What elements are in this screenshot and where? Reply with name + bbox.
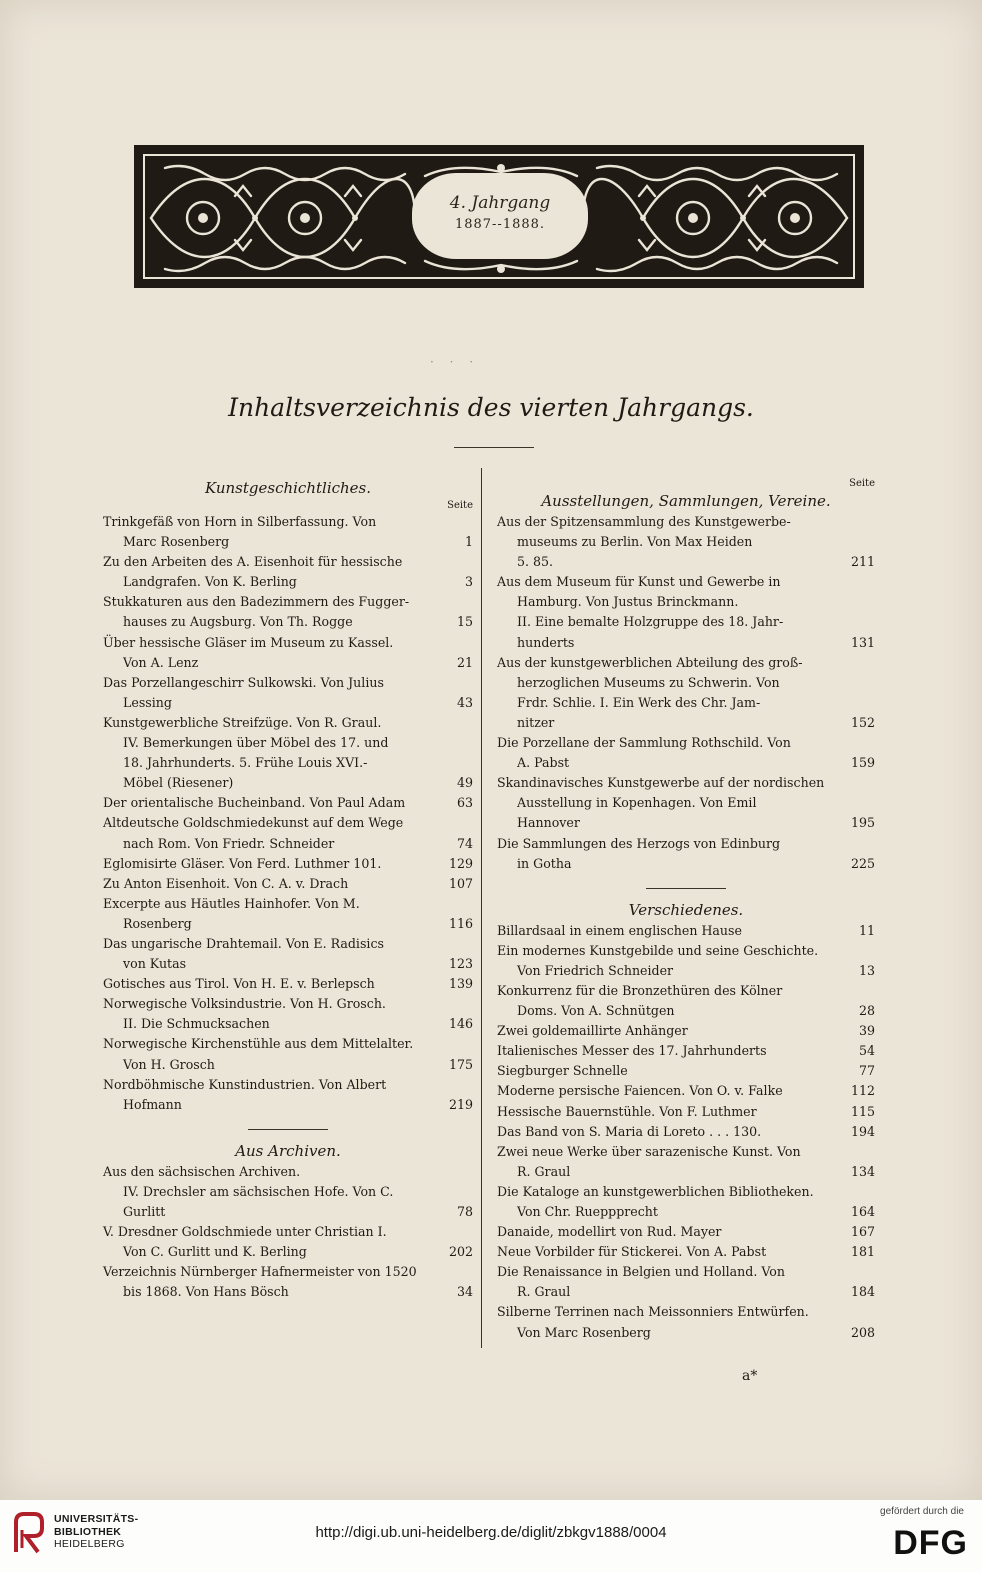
toc-entry-line: hunderts bbox=[517, 634, 575, 650]
toc-page-number: 194 bbox=[850, 1123, 875, 1139]
toc-entry-line: Hofmann bbox=[123, 1096, 182, 1112]
toc-page-number: 54 bbox=[858, 1043, 875, 1059]
toc-entry bbox=[497, 1061, 875, 1081]
toc-entry-line: Zwei goldemaillirte Anhänger bbox=[497, 1023, 688, 1039]
toc-entry-line: Lessing bbox=[123, 694, 172, 710]
toc-page-number: 13 bbox=[858, 962, 875, 978]
toc-page-number: 77 bbox=[858, 1063, 875, 1079]
toc-entry-line: Aus der Spitzensammlung des Kunstgewerbe- bbox=[497, 514, 791, 529]
toc-entry bbox=[497, 1262, 875, 1302]
toc-entry bbox=[497, 1122, 875, 1142]
toc-entry bbox=[497, 1302, 875, 1342]
toc-entry-line: Von Friedrich Schneider bbox=[517, 962, 674, 978]
toc-entry-line: Zwei neue Werke über sarazenische Kunst. Von bbox=[497, 1143, 801, 1159]
toc-entry-line: Ausstellung in Kopenhagen. Von Emil bbox=[517, 795, 757, 811]
toc-entry bbox=[497, 1142, 875, 1182]
page-title: Inhaltsverzeichnis des vierten Jahrgangs. bbox=[228, 393, 754, 422]
toc-entry-line: hauses zu Augsburg. Von Th. Rogge bbox=[123, 614, 353, 630]
toc-page-number: 195 bbox=[850, 815, 875, 831]
toc-entry bbox=[497, 1102, 875, 1122]
toc-page-number: 74 bbox=[456, 835, 473, 851]
toc-entry-line: Trinkgefäß von Horn in Silberfassung. Von bbox=[103, 514, 377, 529]
toc-entry-line: Möbel (Riesener) bbox=[123, 775, 234, 791]
institution-name: UNIVERSITÄTS- BIBLIOTHEK HEIDELBERG bbox=[54, 1513, 139, 1550]
toc-entry bbox=[103, 1262, 473, 1302]
toc-page-number: 181 bbox=[850, 1244, 875, 1260]
section-rule bbox=[646, 888, 726, 889]
toc-entry-line: Nordböhmische Kunstindustrien. Von Albert bbox=[103, 1076, 387, 1092]
toc-entry-line: Excerpte aus Häutles Hainhofer. Von M. bbox=[103, 895, 360, 911]
volume-label: 4. Jahrgang bbox=[449, 193, 551, 213]
toc-page-number: 11 bbox=[858, 922, 875, 938]
toc-entry bbox=[103, 592, 473, 632]
toc-entry bbox=[103, 974, 473, 994]
toc-entry-line: Von H. Grosch bbox=[123, 1056, 215, 1072]
toc-entry-line: Hamburg. Von Justus Brinckmann. bbox=[517, 594, 739, 610]
toc-entry-line: bis 1868. Von Hans Bösch bbox=[123, 1284, 289, 1300]
toc-entry-line: Gotisches aus Tirol. Von H. E. v. Berlepsch bbox=[103, 976, 375, 992]
toc-entry-line: Marc Rosenberg bbox=[123, 534, 230, 550]
toc-page-number: 175 bbox=[448, 1056, 473, 1072]
toc-entry-line: Moderne persische Faiencen. Von O. v. Falke bbox=[497, 1083, 783, 1099]
toc-entry bbox=[497, 941, 875, 981]
toc-entry-line: Rosenberg bbox=[123, 915, 192, 931]
toc-page-number: 184 bbox=[850, 1284, 875, 1300]
toc-page-number: 43 bbox=[456, 694, 473, 710]
toc-entry-line: Zu Anton Eisenhoit. Von C. A. v. Drach bbox=[103, 875, 349, 891]
toc-entry-line: Gurlitt bbox=[123, 1204, 166, 1219]
toc-entry bbox=[103, 673, 473, 713]
toc-entry bbox=[103, 874, 473, 894]
toc-entry-line: herzoglichen Museums zu Schwerin. Von bbox=[517, 674, 780, 690]
toc-entry bbox=[497, 981, 875, 1021]
toc-page-number: 129 bbox=[448, 855, 473, 871]
right-column bbox=[497, 477, 875, 1343]
toc-entry-line: 5. 85. bbox=[517, 554, 554, 570]
toc-page-number: 202 bbox=[448, 1244, 473, 1260]
toc-entry-line: Die Porzellane der Sammlung Rothschild. Von bbox=[497, 735, 791, 751]
toc-entry-line: Von C. Gurlitt und K. Berling bbox=[123, 1244, 307, 1260]
seite-label: Seite bbox=[447, 500, 473, 511]
toc-entry bbox=[497, 733, 875, 773]
toc-entry bbox=[497, 773, 875, 833]
toc-entry bbox=[103, 1075, 473, 1115]
toc-entry-line: Die Renaissance in Belgien und Holland. Von bbox=[497, 1264, 785, 1280]
left-column bbox=[103, 477, 473, 1302]
toc-entry-line: Konkurrenz für die Bronzethüren des Kölner bbox=[497, 982, 783, 998]
toc-entry-line: II. Eine bemalte Holzgruppe des 18. Jahr- bbox=[517, 614, 784, 630]
toc-entry-line: Aus der kunstgewerblichen Abteilung des groß- bbox=[497, 654, 803, 670]
toc-entry-line: IV. Drechsler am sächsischen Hofe. Von C. bbox=[123, 1183, 394, 1199]
toc-entry bbox=[497, 1041, 875, 1061]
toc-entry bbox=[497, 512, 875, 572]
toc-page-number: 39 bbox=[858, 1023, 875, 1039]
toc-entry-line: Frdr. Schlie. I. Ein Werk des Chr. Jam- bbox=[517, 694, 761, 710]
toc-page-number: 1 bbox=[464, 534, 473, 550]
toc-entry-line: Die Sammlungen des Herzogs von Edinburg bbox=[497, 835, 781, 851]
toc-entry-line: Die Kataloge an kunstgewerblichen Bibliotheken. bbox=[497, 1183, 814, 1199]
toc-entry-line: Silberne Terrinen nach Meissonniers Entwürfen. bbox=[497, 1304, 809, 1320]
section-heading: Verschiedenes. bbox=[628, 900, 744, 919]
toc-page-number: 115 bbox=[850, 1103, 875, 1119]
toc-page-number: 123 bbox=[448, 956, 473, 972]
toc-entry bbox=[103, 1034, 473, 1074]
toc-entry bbox=[103, 934, 473, 974]
toc-entry-line: Das ungarische Drahtemail. Von E. Radisics bbox=[103, 935, 384, 951]
toc-entry bbox=[103, 793, 473, 813]
toc-entry-line: Verzeichnis Nürnberger Hafnermeister von 1520 bbox=[103, 1264, 417, 1280]
volume-cartouche bbox=[412, 173, 588, 259]
seite-label: Seite bbox=[849, 478, 875, 489]
toc-page-number: 164 bbox=[850, 1204, 875, 1219]
toc-page-number: 107 bbox=[448, 875, 473, 891]
toc-entry-line: Norwegische Kirchenstühle aus dem Mittelalter. bbox=[103, 1036, 414, 1052]
dfg-logo: DFG bbox=[893, 1524, 968, 1562]
toc-page-number: 49 bbox=[456, 775, 473, 791]
toc-entry bbox=[497, 1182, 875, 1222]
toc-entry bbox=[103, 994, 473, 1034]
toc-entry-line: Stukkaturen aus den Badezimmern des Fugger- bbox=[103, 594, 410, 610]
toc-entry bbox=[497, 572, 875, 652]
toc-page-number: 225 bbox=[850, 855, 875, 871]
toc-entry-line: Hannover bbox=[517, 815, 580, 831]
toc-page-number: 78 bbox=[456, 1204, 473, 1219]
decorative-dots: · · · bbox=[430, 355, 480, 369]
toc-entry-line: Von A. Lenz bbox=[123, 654, 199, 670]
toc-entry-line: Von Marc Rosenberg bbox=[517, 1324, 651, 1340]
toc-page-number: 139 bbox=[448, 976, 473, 992]
toc-entry-line: Eglomisirte Gläser. Von Ferd. Luthmer 101. bbox=[103, 855, 382, 871]
toc-entry-line: in Gotha bbox=[517, 855, 572, 871]
toc-page-number: 159 bbox=[850, 755, 875, 771]
toc-entry bbox=[103, 1162, 473, 1222]
volume-years: 1887--1888. bbox=[454, 217, 546, 232]
toc-entry-line: nitzer bbox=[517, 714, 555, 730]
toc-entry-line: 18. Jahrhunderts. 5. Frühe Louis XVI.- bbox=[123, 755, 368, 771]
toc-entry bbox=[497, 921, 875, 941]
toc-page-number: 211 bbox=[850, 554, 875, 570]
toc-entry bbox=[103, 713, 473, 793]
toc-entry-line: Neue Vorbilder für Stickerei. Von A. Pabst bbox=[497, 1244, 767, 1260]
toc-page-number: 34 bbox=[456, 1284, 473, 1300]
section-heading: Ausstellungen, Sammlungen, Vereine. bbox=[541, 492, 831, 510]
toc-entry bbox=[103, 552, 473, 592]
toc-entry-line: Danaide, modellirt von Rud. Mayer bbox=[497, 1224, 722, 1240]
section-rule bbox=[248, 1129, 328, 1130]
toc-entry bbox=[103, 512, 473, 552]
toc-entry bbox=[103, 633, 473, 673]
source-url-link[interactable]: http://digi.ub.uni-heidelberg.de/diglit/zbkgv1888/0004 bbox=[315, 1524, 667, 1541]
toc-entry bbox=[497, 1081, 875, 1101]
toc-entry-line: Der orientalische Bucheinband. Von Paul Adam bbox=[103, 795, 406, 811]
toc-entry bbox=[497, 1222, 875, 1242]
toc-page-number: 152 bbox=[850, 714, 875, 730]
toc-entry-line: Altdeutsche Goldschmiedekunst auf dem Wege bbox=[103, 815, 404, 831]
section-heading: Kunstgeschichtliches. bbox=[204, 479, 372, 497]
toc-entry-line: R. Graul bbox=[517, 1284, 571, 1300]
toc-entry-line: Aus dem Museum für Kunst und Gewerbe in bbox=[497, 574, 781, 590]
toc-page-number: 134 bbox=[850, 1163, 875, 1179]
toc-entry-line: V. Dresdner Goldschmiede unter Christian I. bbox=[103, 1224, 387, 1240]
toc-entry-line: Das Band von S. Maria di Loreto . . . 130. bbox=[497, 1123, 762, 1139]
toc-entry-line: Siegburger Schnelle bbox=[497, 1063, 628, 1079]
toc-entry bbox=[497, 653, 875, 733]
toc-page-number: 116 bbox=[448, 915, 473, 931]
toc-entry-line: Über hessische Gläser im Museum zu Kassel. bbox=[103, 634, 394, 650]
toc-page-number: 167 bbox=[850, 1224, 875, 1240]
toc-entry-line: museums zu Berlin. Von Max Heiden bbox=[517, 534, 753, 550]
toc-entry-line: Zu den Arbeiten des A. Eisenhoit für hessische bbox=[103, 554, 403, 570]
sponsor-label: gefördert durch die bbox=[880, 1506, 964, 1517]
toc-entry-line: A. Pabst bbox=[517, 755, 570, 771]
column-divider bbox=[481, 468, 482, 1348]
toc-entry-line: nach Rom. Von Friedr. Schneider bbox=[123, 835, 335, 851]
toc-entry-line: R. Graul bbox=[517, 1163, 571, 1179]
toc-page-number: 131 bbox=[850, 634, 875, 650]
toc-page-number: 219 bbox=[448, 1096, 473, 1112]
toc-entry bbox=[497, 1242, 875, 1262]
toc-entry bbox=[103, 894, 473, 934]
footer-bar bbox=[0, 1500, 982, 1572]
signature-mark: a* bbox=[742, 1368, 758, 1384]
toc-entry-line: Doms. Von A. Schnütgen bbox=[517, 1003, 675, 1019]
toc-entry-line: IV. Bemerkungen über Möbel des 17. und bbox=[123, 735, 389, 751]
toc-entry-line: Billardsaal in einem englischen Hause bbox=[497, 922, 742, 938]
toc-page-number: 15 bbox=[456, 614, 473, 630]
toc-page-number: 28 bbox=[858, 1003, 875, 1019]
toc-entry-line: Norwegische Volksindustrie. Von H. Grosch. bbox=[103, 996, 386, 1012]
toc-entry-line: Von Chr. Rueppprecht bbox=[517, 1204, 658, 1219]
toc-page-number: 3 bbox=[464, 574, 473, 590]
toc-entry-line: Ein modernes Kunstgebilde und seine Geschichte. bbox=[497, 942, 819, 958]
toc-entry-line: Kunstgewerbliche Streifzüge. Von R. Graul. bbox=[103, 714, 382, 730]
toc-entry-line: Hessische Bauernstühle. Von F. Luthmer bbox=[497, 1103, 757, 1119]
toc-entry-line: Landgrafen. Von K. Berling bbox=[123, 574, 297, 590]
toc-page-number: 146 bbox=[448, 1016, 473, 1032]
toc-page-number: 63 bbox=[456, 795, 473, 811]
toc-entry-line: Das Porzellangeschirr Sulkowski. Von Julius bbox=[103, 674, 384, 690]
toc-entry bbox=[103, 854, 473, 874]
toc-entry-line: Skandinavisches Kunstgewerbe auf der nordischen bbox=[497, 775, 825, 791]
toc-page-number: 21 bbox=[456, 654, 473, 670]
toc-page-number: 112 bbox=[850, 1083, 875, 1099]
toc-entry-line: von Kutas bbox=[123, 956, 187, 972]
section-heading: Aus Archiven. bbox=[235, 1141, 341, 1160]
toc-entry bbox=[103, 1222, 473, 1262]
toc-entry bbox=[103, 813, 473, 853]
toc-entry-line: Italienisches Messer des 17. Jahrhunderts bbox=[497, 1043, 767, 1059]
toc-entry bbox=[497, 834, 875, 874]
toc-entry-line: Aus den sächsischen Archiven. bbox=[103, 1163, 301, 1179]
title-rule bbox=[454, 447, 534, 448]
toc-entry bbox=[497, 1021, 875, 1041]
toc-entry-line: II. Die Schmucksachen bbox=[123, 1016, 270, 1032]
toc-page-number: 208 bbox=[850, 1324, 875, 1340]
